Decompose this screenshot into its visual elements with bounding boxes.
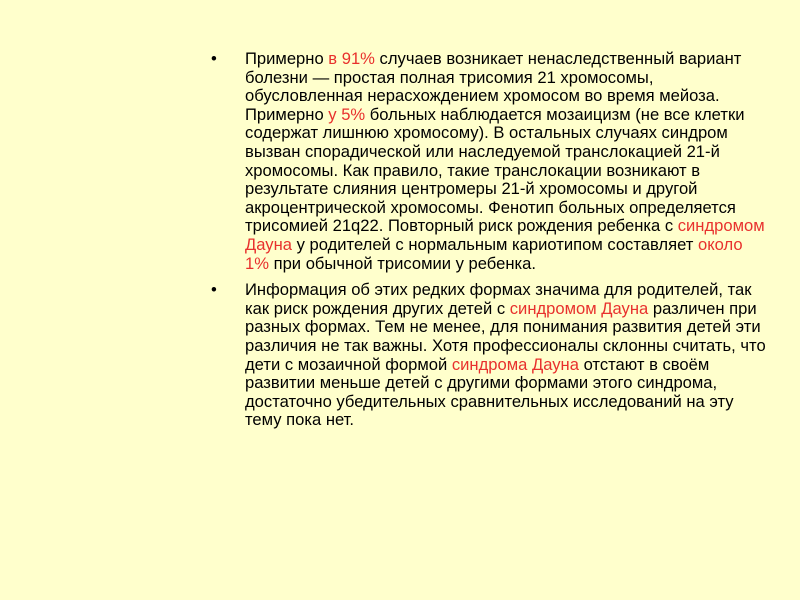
text-segment: различен при разных формах. Тем не менее, для понимания развития детей эти различия не так важны. Хотя профессионалы склонны считать, что дети с мозаичной формой [245, 298, 766, 374]
text-segment: отстают в своём развитии меньше детей с другими формами этого синдрома, достаточно убедительных сравнительных исследований на эту тему пока нет. [245, 354, 734, 430]
highlighted-text: синдромом Дауна [509, 298, 649, 318]
highlighted-text: у 5% [328, 104, 366, 124]
text-segment: случаев возникает ненаследственный вариант болезни — простая полная трисомия 21 хромосомы, обусловленная нерасхождением хромосом во время мейоза. Примерно [245, 49, 742, 124]
bullet-marker: • [211, 49, 217, 68]
bullet-marker: • [211, 280, 217, 300]
text-segment: у родителей с нормальным кариотипом составляет [291, 234, 698, 254]
bullet-text [245, 49, 765, 273]
highlighted-text: в 91% [328, 49, 375, 68]
text-segment: при обычной трисомии у ребенка. [268, 253, 536, 273]
bullet-item [211, 281, 766, 430]
bullet-item [211, 50, 766, 273]
highlighted-text: синдрома Дауна [451, 354, 579, 374]
highlighted-text: около 1% [245, 234, 743, 273]
highlighted-text: синдромом Дауна [245, 216, 765, 254]
bullet-list [211, 50, 766, 438]
text-segment: больных наблюдается мозаицизм (не все клетки содержат лишнюю хромосому). В остальных случаях синдром вызван спорадической или наследуемой транслокацией 21-й хромосомы. Как правило, такие транслокации возникают в результате слияния центромеры 21-й хромосомы и другой акроцентрической хромосомы. Фенотип больных определяется трисомией 21q22. Повторный риск рождения ребенка с [245, 104, 745, 236]
bullet-text [245, 280, 766, 429]
text-segment: Примерно [245, 49, 329, 68]
text-segment: Информация об этих редких формах значима для родителей, так как риск рождения других детей с [245, 280, 752, 318]
